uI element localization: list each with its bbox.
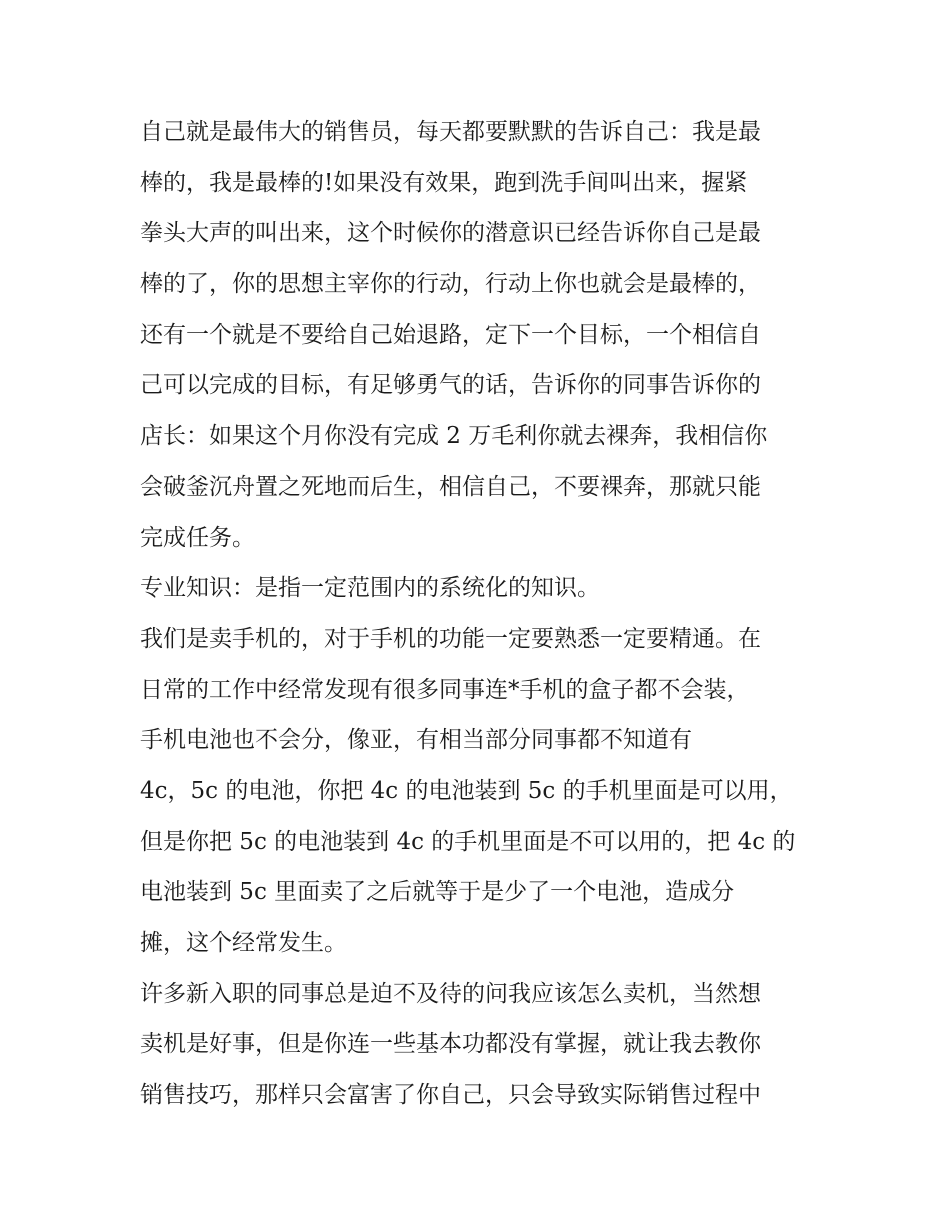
- text-line: 完成任务。: [140, 524, 255, 551]
- text-line: 电池装到 5c 里面卖了之后就等于是少了一个电池，造成分: [140, 879, 735, 906]
- text-line: 专业知识：是指一定范围内的系统化的知识。: [140, 575, 600, 602]
- text-line: 己可以完成的目标，有足够勇气的话，告诉你的同事告诉你的: [140, 372, 761, 399]
- text-line: 摊，这个经常发生。: [140, 930, 347, 956]
- body-text: [140, 107, 820, 1121]
- text-line: 拳头大声的叫出来，这个时候你的潜意识已经告诉你自己是最: [140, 220, 761, 247]
- text-line: 销售技巧，那样只会富害了你自己，只会导致实际销售过程中: [140, 1082, 761, 1109]
- text-line: 卖机是好事，但是你连一些基本功都没有掌握，就让我去教你: [140, 1031, 761, 1058]
- text-line: 店长：如果这个月你没有完成 2 万毛利你就去裸奔，我相信你: [140, 423, 768, 450]
- text-line: 还有一个就是不要给自己始退路，定下一个目标，一个相信自: [140, 321, 761, 348]
- text-line: 我们是卖手机的，对于手机的功能一定要熟悉一定要精通。在: [140, 625, 761, 652]
- text-line: 棒的，我是最棒的!如果没有效果，跑到洗手间叫出来，握紧: [140, 169, 748, 196]
- text-line: 自己就是最伟大的销售员，每天都要默默的告诉自己：我是最: [140, 119, 761, 145]
- text-line: 但是你把 5c 的电池装到 4c 的手机里面是不可以用的，把 4c 的: [140, 828, 796, 855]
- text-line: 许多新入职的同事总是迫不及待的问我应该怎么卖机，当然想: [140, 980, 761, 1007]
- text-line: 日常的工作中经常发现有很多同事连*手机的盒子都不会装，: [140, 676, 750, 703]
- text-line: 会破釜沉舟置之死地而后生，相信自己，不要裸奔，那就只能: [140, 473, 761, 500]
- text-line: 棒的了，你的思想主宰你的行动，行动上你也就会是最棒的，: [140, 271, 761, 298]
- text-line: 4c，5c 的电池，你把 4c 的电池装到 5c 的手机里面是可以用，: [140, 777, 793, 804]
- text-line: 手机电池也不会分，像亚，有相当部分同事都不知道有: [140, 727, 692, 754]
